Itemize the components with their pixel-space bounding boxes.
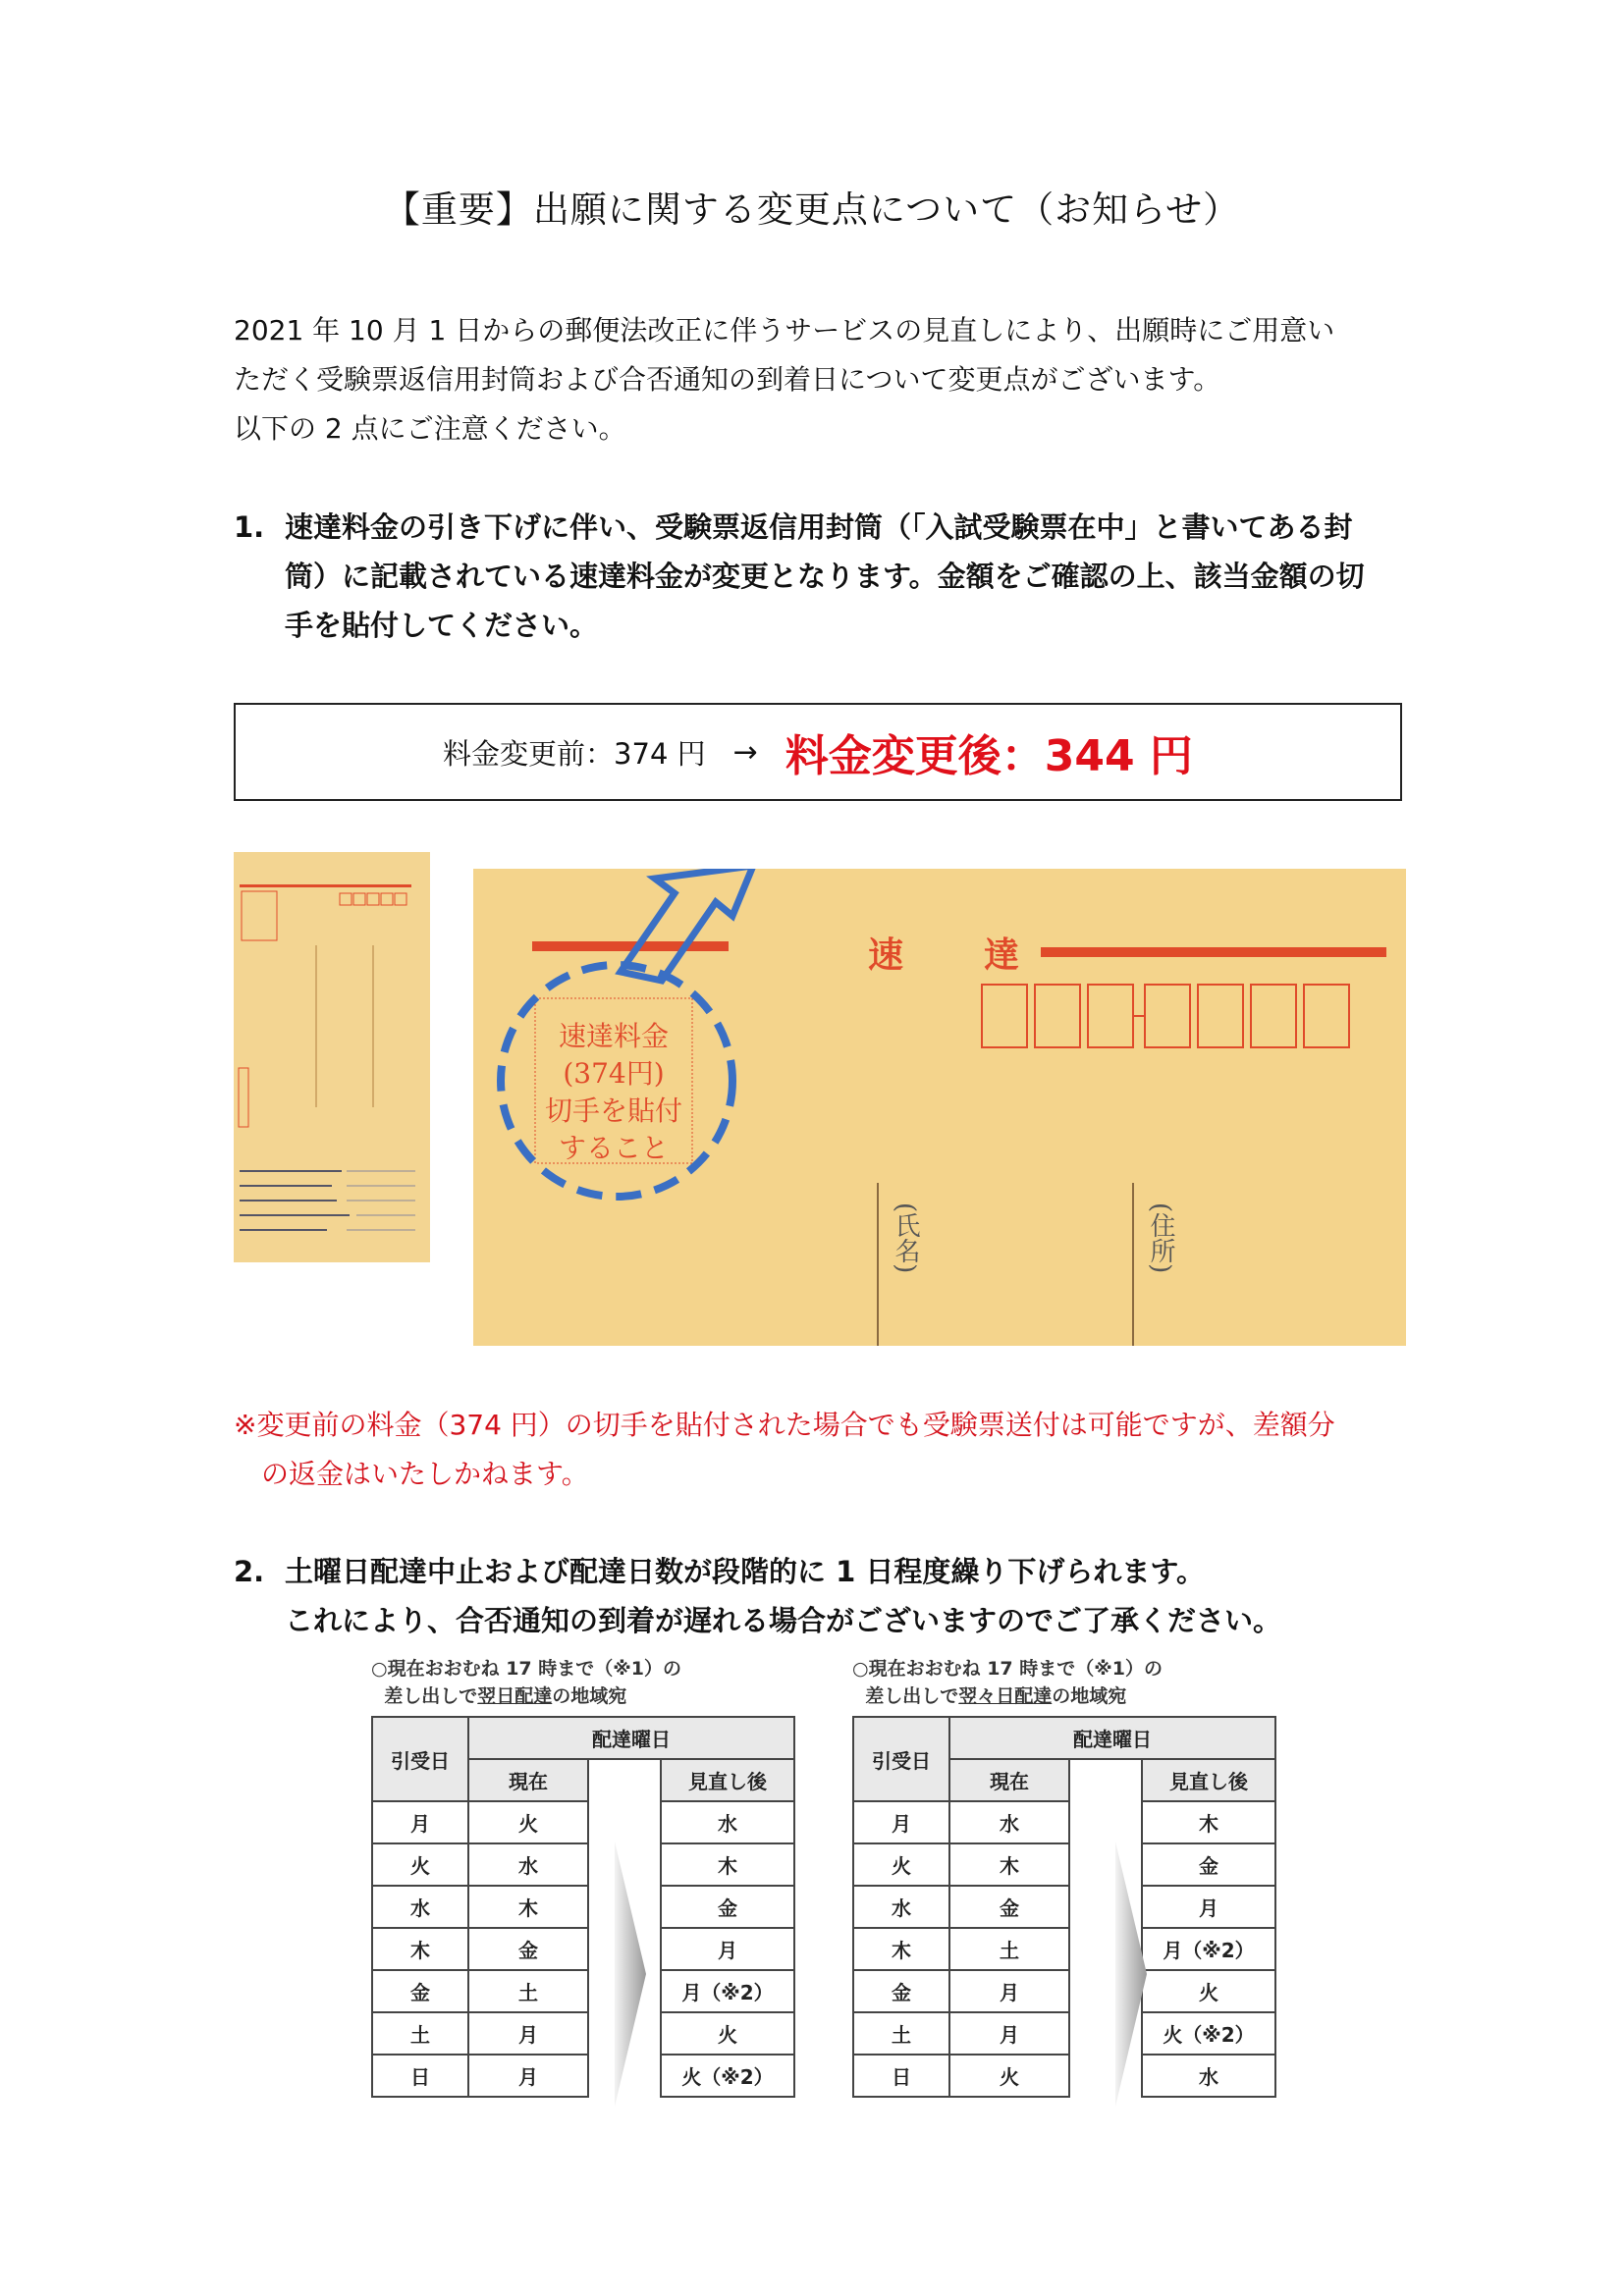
- item-line: 筒）に記載されている速達料金が変更となります。金額をご確認の上、該当金額の切: [285, 560, 1365, 593]
- header-delivery: 配達曜日: [468, 1717, 794, 1759]
- table-cell: 木: [468, 1886, 588, 1928]
- red-bar: [532, 941, 729, 951]
- table-cell: 火: [853, 1843, 949, 1886]
- table-row: [372, 1843, 794, 1886]
- table-row: [372, 1886, 794, 1928]
- table-cell: 月（※2）: [1142, 1928, 1275, 1970]
- table-caption: [371, 1655, 803, 1710]
- note-paragraph: [234, 1401, 1412, 1499]
- envelope-illustration: [473, 869, 1406, 1346]
- delivery-table-right: [852, 1655, 1284, 2098]
- item-line: 手を貼付してください。: [285, 609, 599, 642]
- table-cell: 金: [949, 1886, 1069, 1928]
- caption-line: 差し出しで翌日配達の地域宛: [384, 1685, 627, 1707]
- table-row: [372, 1970, 794, 2012]
- table-cell: 火: [1142, 1970, 1275, 2012]
- table-cell: 月: [853, 1801, 949, 1843]
- table-caption: [852, 1655, 1284, 1710]
- table-cell: 土: [949, 1928, 1069, 1970]
- table-cell: 金: [1142, 1843, 1275, 1886]
- red-bar: [1041, 947, 1386, 957]
- note-line: ※変更前の料金（374 円）の切手を貼付された場合でも受験票送付は可能ですが、差額分: [234, 1409, 1335, 1441]
- header-current: 現在: [468, 1759, 588, 1801]
- item-line: これにより、合否通知の到着が遅れる場合がございますのでご了承ください。: [285, 1604, 1282, 1637]
- table-cell: 木: [949, 1843, 1069, 1886]
- table-cell: 火: [949, 2055, 1069, 2097]
- caption-line: ○現在おおむね 17 時まで（※1）の: [852, 1658, 1163, 1680]
- delivery-table-left: [371, 1655, 803, 2098]
- table-cell: 日: [372, 2055, 468, 2097]
- table-cell: 火: [661, 2012, 794, 2055]
- table-cell: 金: [372, 1970, 468, 2012]
- table-cell: 水: [468, 1843, 588, 1886]
- intro-line: 以下の 2 点にご注意ください。: [234, 412, 626, 445]
- table-cell: 土: [468, 1970, 588, 2012]
- table-cell: 火: [468, 1801, 588, 1843]
- delivery-table: [371, 1716, 795, 2098]
- intro-line: 2021 年 10 月 1 日からの郵便法改正に伴うサービスの見直しにより、出願時にご用意い: [234, 314, 1335, 347]
- envelope-thumbnail: [234, 852, 430, 1262]
- header-pickup: 引受日: [372, 1717, 468, 1801]
- header-pickup: 引受日: [853, 1717, 949, 1801]
- table-cell: 月: [949, 1970, 1069, 2012]
- header-after: 見直し後: [1142, 1759, 1275, 1801]
- table-cell: 水: [853, 1886, 949, 1928]
- price-change-box: [234, 703, 1402, 801]
- page-title: 【重要】出願に関する変更点について（お知らせ）: [383, 188, 1241, 231]
- stamp-text: 切手を貼付: [544, 1095, 683, 1127]
- header-after: 見直し後: [661, 1759, 794, 1801]
- item-line: 速達料金の引き下げに伴い、受験票返信用封筒（「入試受験票在中」と書いてある封: [285, 510, 1353, 544]
- table-cell: 水: [1142, 2055, 1275, 2097]
- table-row: [372, 2055, 794, 2097]
- table-cell: 水: [372, 1886, 468, 1928]
- chevron-right-icon: [1111, 1842, 1151, 2107]
- table-cell: 土: [853, 2012, 949, 2055]
- table-row: [853, 2055, 1275, 2097]
- postal-code-boxes: [982, 985, 1349, 1047]
- table-row: [372, 1801, 794, 1843]
- table-cell: 火: [372, 1843, 468, 1886]
- item-line: 土曜日配達中止および配達日数が段階的に 1 日程度繰り下げられます。: [285, 1555, 1206, 1588]
- table-row: [853, 2012, 1275, 2055]
- stamp-text: 速達料金: [558, 1020, 670, 1052]
- table-cell: 月: [468, 2012, 588, 2055]
- header-current: 現在: [949, 1759, 1069, 1801]
- table-cell: 火（※2）: [661, 2055, 794, 2097]
- sokutatsu-2: 達: [984, 935, 1020, 976]
- intro-paragraph: [234, 306, 1402, 454]
- table-cell: 木: [853, 1928, 949, 1970]
- table-cell: 木: [1142, 1801, 1275, 1843]
- note-line: の返金はいたしかねます。: [261, 1458, 589, 1490]
- chevron-right-icon: [611, 1842, 650, 2107]
- table-cell: 水: [661, 1801, 794, 1843]
- table-cell: 月: [949, 2012, 1069, 2055]
- table-row: [372, 1928, 794, 1970]
- table-cell: 木: [372, 1928, 468, 1970]
- delivery-table: [852, 1716, 1276, 2098]
- item-2: [234, 1547, 1412, 1645]
- address-label: (住所): [1146, 1202, 1175, 1274]
- table-cell: 月（※2）: [661, 1970, 794, 2012]
- item-number: 1.: [234, 510, 265, 544]
- item-1: [234, 503, 1412, 650]
- caption-line: 差し出しで翌々日配達の地域宛: [865, 1685, 1127, 1707]
- table-cell: 月: [661, 1928, 794, 1970]
- price-before: 料金変更前：374 円: [443, 736, 706, 771]
- table-cell: 金: [468, 1928, 588, 1970]
- intro-line: ただく受験票返信用封筒および合否通知の到着日について変更点がございます。: [234, 363, 1221, 396]
- table-cell: 土: [372, 2012, 468, 2055]
- table-cell: 金: [853, 1970, 949, 2012]
- table-cell: 月: [1142, 1886, 1275, 1928]
- table-row: [853, 1801, 1275, 1843]
- table-cell: 日: [853, 2055, 949, 2097]
- table-cell: 水: [949, 1801, 1069, 1843]
- table-row: [853, 1970, 1275, 2012]
- name-label: (氏名): [891, 1202, 920, 1274]
- right-arrow-icon: →: [732, 734, 758, 770]
- table-row: [853, 1886, 1275, 1928]
- item-number: 2.: [234, 1555, 265, 1588]
- table-cell: 火（※2）: [1142, 2012, 1275, 2055]
- header-delivery: 配達曜日: [949, 1717, 1275, 1759]
- table-row: [853, 1928, 1275, 1970]
- table-cell: 金: [661, 1886, 794, 1928]
- stamp-text: (374円): [563, 1057, 665, 1090]
- table-cell: 月: [372, 1801, 468, 1843]
- table-cell: 木: [661, 1843, 794, 1886]
- price-after: 料金変更後：344 円: [785, 731, 1193, 781]
- caption-line: ○現在おおむね 17 時まで（※1）の: [371, 1658, 681, 1680]
- table-cell: 月: [468, 2055, 588, 2097]
- stamp-text: すること: [558, 1132, 670, 1164]
- sokutatsu-1: 速: [868, 935, 904, 976]
- table-row: [853, 1843, 1275, 1886]
- table-row: [372, 2012, 794, 2055]
- delivery-tables: [371, 1655, 1304, 2126]
